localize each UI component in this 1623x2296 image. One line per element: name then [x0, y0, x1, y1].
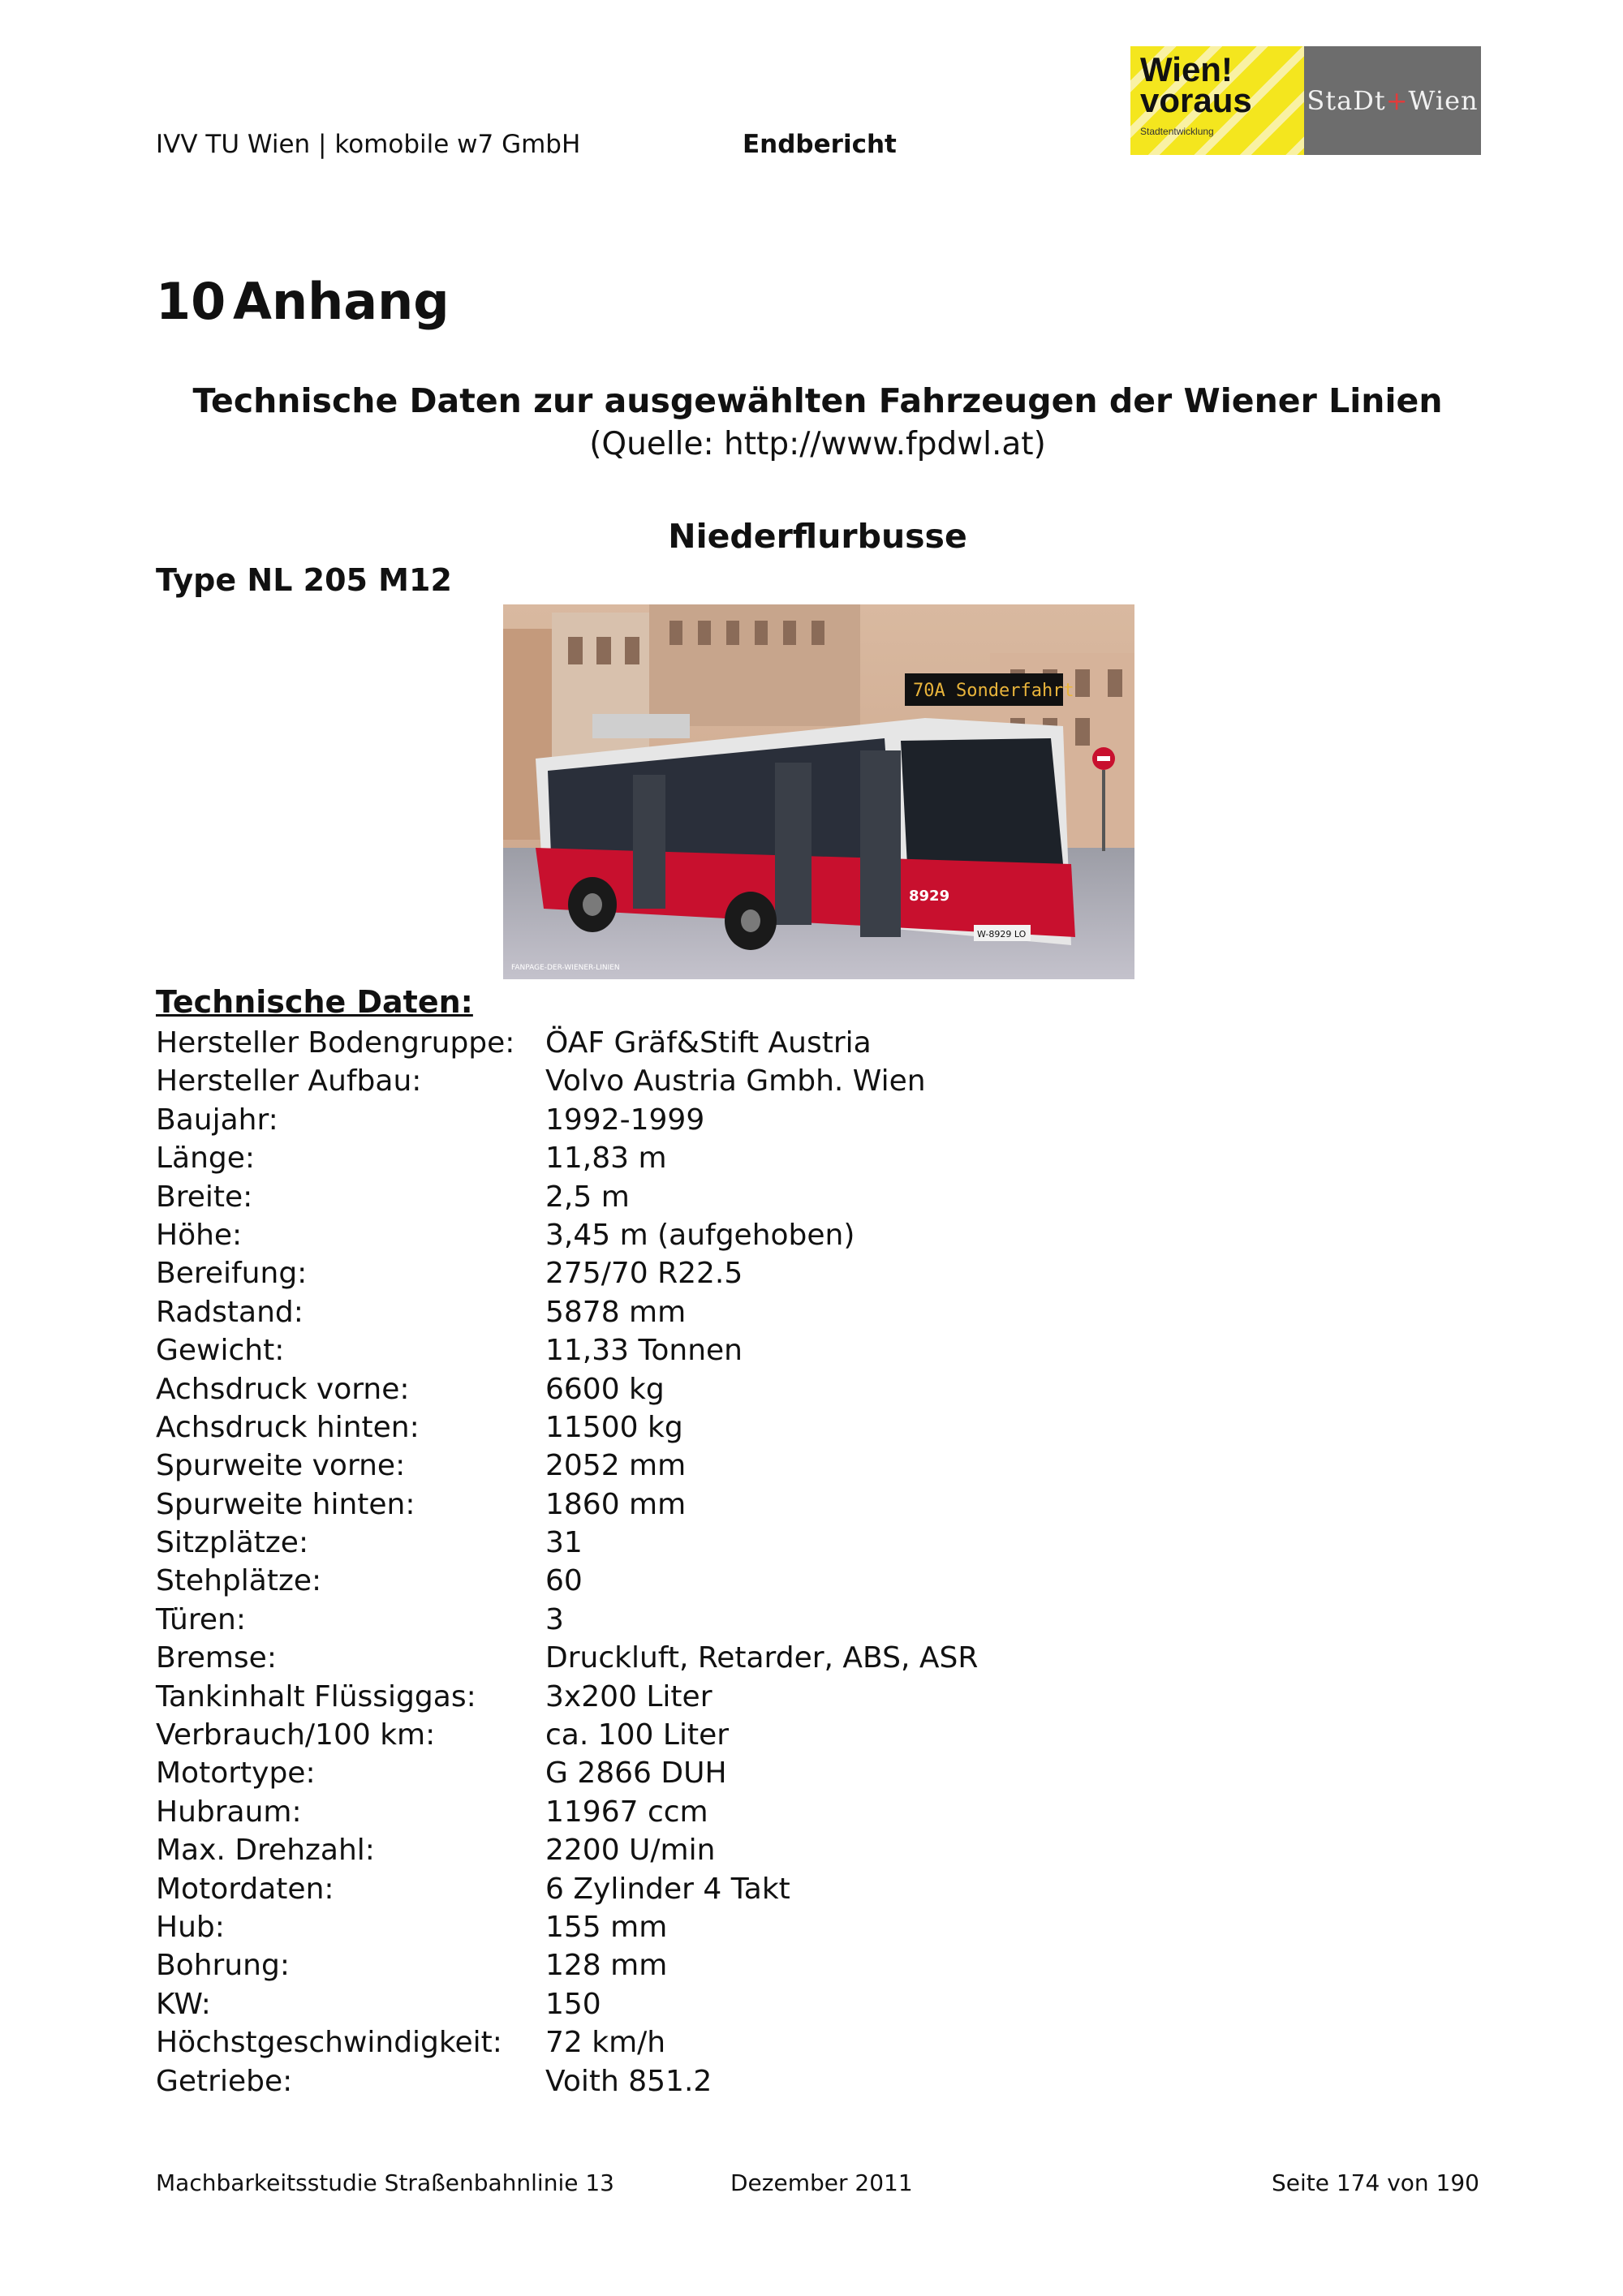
stadt-wien-logo: [1304, 46, 1481, 155]
spec-label: Höhe:: [156, 1218, 243, 1252]
section-title: Technische Daten zur ausgewählten Fahrzeugen der Wiener Linien: [192, 381, 1443, 420]
spec-value: 60: [545, 1564, 583, 1598]
spec-label: Bereifung:: [156, 1257, 308, 1291]
route-sign: 70A Sonderfahrt: [913, 681, 1074, 701]
footer-date: Dezember 2011: [730, 2169, 913, 2196]
spec-value: Voith 851.2: [545, 2064, 712, 2098]
wien-voraus-logo: [1130, 46, 1304, 155]
chapter-title: Anhang: [233, 272, 450, 331]
spec-label: Bohrung:: [156, 1949, 290, 1983]
spec-value: 128 mm: [545, 1949, 668, 1983]
spec-value: 1860 mm: [545, 1487, 687, 1521]
chapter-number: 10: [156, 272, 226, 331]
spec-label: Baujahr:: [156, 1103, 278, 1137]
spec-label: Tankinhalt Flüssiggas:: [156, 1679, 476, 1713]
spec-value: Volvo Austria Gmbh. Wien: [545, 1064, 926, 1099]
spec-value: 5878 mm: [545, 1295, 687, 1329]
spec-label: Stehplätze:: [156, 1564, 322, 1598]
vehicle-type: Type NL 205 M12: [156, 562, 452, 598]
logo-wien-line1: Wien!: [1140, 50, 1233, 88]
spec-value: Druckluft, Retarder, ABS, ASR: [545, 1641, 979, 1675]
spec-label: Bremse:: [156, 1641, 277, 1675]
spec-label: Max. Drehzahl:: [156, 1834, 375, 1868]
plate: W-8929 LO: [977, 929, 1027, 939]
spec-label: Hersteller Bodengruppe:: [156, 1026, 515, 1060]
spec-label: Motortype:: [156, 1756, 316, 1791]
spec-value: 150: [545, 1987, 601, 2021]
spec-value: 6600 kg: [545, 1372, 665, 1406]
spec-label: Länge:: [156, 1142, 256, 1176]
spec-label: KW:: [156, 1987, 211, 2021]
header-report-type: Endbericht: [743, 130, 897, 159]
logo-stadt-plus: +: [1385, 85, 1409, 116]
fleet-number: 8929: [909, 888, 950, 905]
spec-label: Höchstgeschwindigkeit:: [156, 2026, 502, 2060]
spec-value: 2,5 m: [545, 1180, 630, 1214]
spec-value: 72 km/h: [545, 2026, 666, 2060]
spec-value: 6 Zylinder 4 Takt: [545, 1872, 790, 1906]
spec-value: 2052 mm: [545, 1449, 687, 1483]
spec-label: Spurweite vorne:: [156, 1449, 406, 1483]
spec-value: ÖAF Gräf&Stift Austria: [545, 1026, 872, 1060]
specs-heading: Technische Daten:: [156, 984, 473, 1020]
spec-value: 275/70 R22.5: [545, 1257, 743, 1291]
spec-value: 11967 ccm: [545, 1795, 708, 1829]
spec-value: ca. 100 Liter: [545, 1718, 730, 1752]
spec-value: 11500 kg: [545, 1410, 683, 1444]
spec-value: 11,33 Tonnen: [545, 1334, 743, 1368]
spec-label: Hub:: [156, 1910, 225, 1944]
spec-value: 31: [545, 1526, 583, 1560]
spec-value: 3: [545, 1602, 564, 1636]
category-heading: Niederflurbusse: [668, 517, 967, 556]
spec-value: 1992-1999: [545, 1103, 705, 1137]
footer-study: Machbarkeitsstudie Straßenbahnlinie 13: [156, 2169, 614, 2196]
logo-stadt-b: Wien: [1408, 85, 1479, 116]
spec-label: Gewicht:: [156, 1334, 285, 1368]
spec-label: Achsdruck hinten:: [156, 1410, 420, 1444]
spec-value: 3x200 Liter: [545, 1679, 712, 1713]
spec-label: Breite:: [156, 1180, 253, 1214]
photo-credit: FANPAGE-DER-WIENER-LINIEN: [511, 964, 620, 972]
logo-wien-line2: voraus: [1140, 81, 1252, 119]
spec-label: Sitzplätze:: [156, 1526, 309, 1560]
footer-page-number: Seite 174 von 190: [1271, 2169, 1479, 2196]
spec-value: 2200 U/min: [545, 1834, 716, 1868]
spec-value: 155 mm: [545, 1910, 668, 1944]
spec-label: Verbrauch/100 km:: [156, 1718, 436, 1752]
spec-label: Spurweite hinten:: [156, 1487, 415, 1521]
section-source: (Quelle: http://www.fpdwl.at): [589, 426, 1046, 462]
header-authors: IVV TU Wien | komobile w7 GmbH: [156, 130, 581, 159]
bus-photo: [503, 604, 1134, 979]
spec-label: Radstand:: [156, 1295, 304, 1329]
spec-label: Hersteller Aufbau:: [156, 1064, 422, 1099]
chapter-heading: [156, 272, 450, 331]
spec-label: Motordaten:: [156, 1872, 334, 1906]
spec-value: 11,83 m: [545, 1142, 667, 1176]
spec-label: Türen:: [156, 1602, 246, 1636]
logo-stadt-a: StaDt: [1307, 85, 1386, 116]
spec-label: Hubraum:: [156, 1795, 302, 1829]
spec-label: Getriebe:: [156, 2064, 293, 2098]
logo-wien-sub: Stadtentwicklung: [1140, 126, 1214, 137]
spec-value: G 2866 DUH: [545, 1756, 727, 1791]
spec-value: 3,45 m (aufgehoben): [545, 1218, 855, 1252]
spec-label: Achsdruck vorne:: [156, 1372, 410, 1406]
